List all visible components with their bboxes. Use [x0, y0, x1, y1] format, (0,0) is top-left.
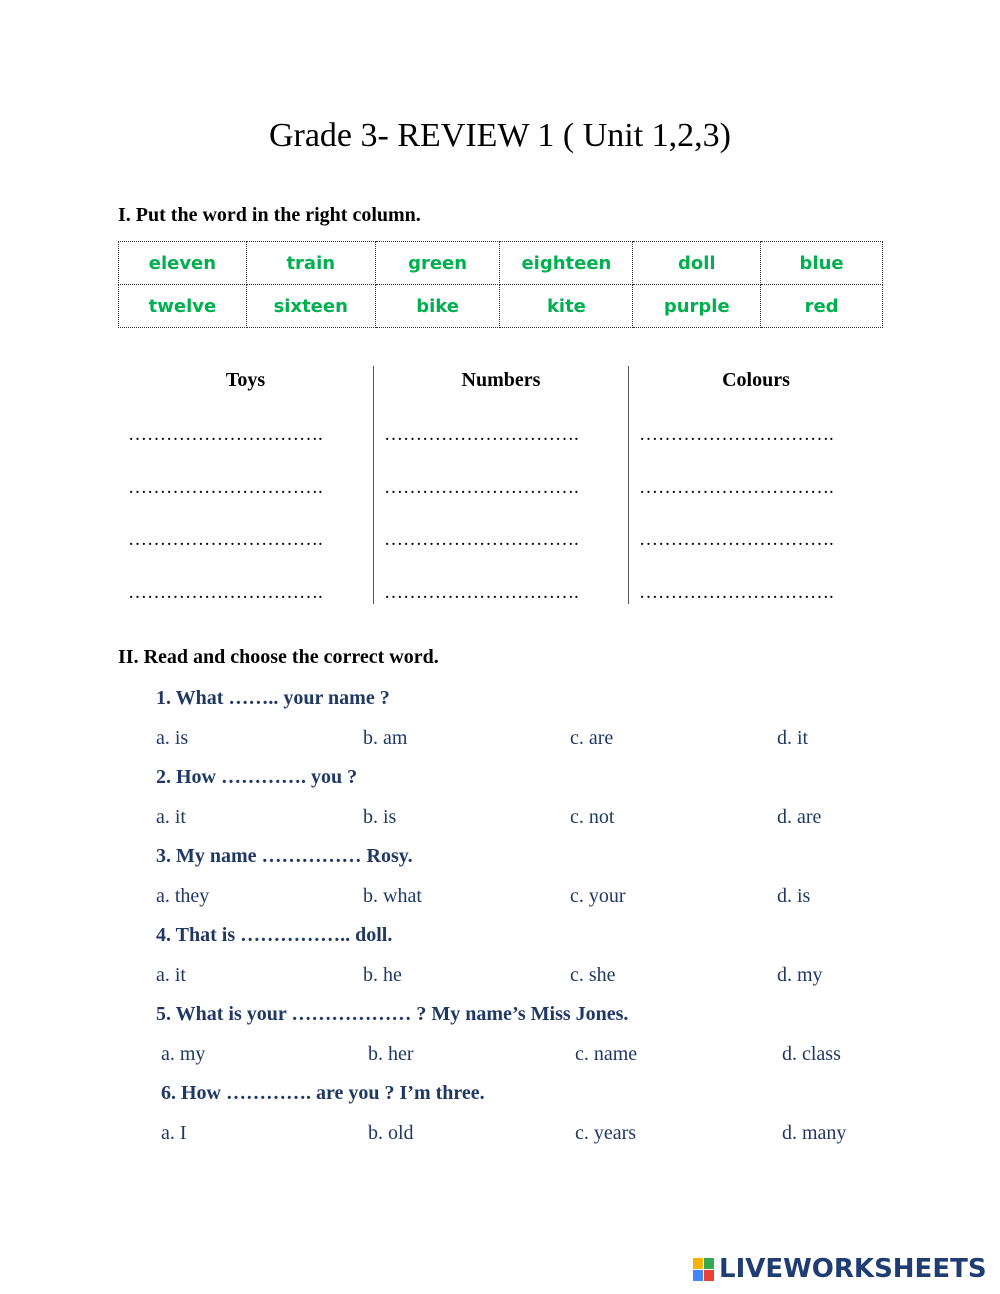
answer-blank[interactable]: …………………………. [384, 582, 579, 603]
question-2: 2. How …………. you ? [156, 766, 358, 788]
column-heading-toys: Toys [225, 369, 266, 391]
answer-blank[interactable]: …………………………. [128, 529, 323, 550]
option-c[interactable]: c. years [575, 1122, 637, 1144]
word-cell[interactable]: twelve [119, 285, 247, 328]
option-b[interactable]: b. is [363, 806, 397, 828]
question-6: 6. How …………. are you ? I’m three. [161, 1082, 485, 1104]
option-c[interactable]: c. she [570, 964, 616, 986]
question-1: 1. What …….. your name ? [156, 687, 390, 709]
word-cell[interactable]: purple [633, 285, 761, 328]
column-colours [628, 366, 883, 604]
question-5: 5. What is your ……………… ? My name’s Miss Jones. [156, 1003, 629, 1025]
word-cell[interactable]: kite [500, 285, 633, 328]
word-bank-table [118, 241, 883, 328]
section-1-heading: I. Put the word in the right column. [118, 204, 421, 226]
answer-blank[interactable]: …………………………. [384, 477, 579, 498]
option-b[interactable]: b. her [368, 1043, 414, 1065]
option-b[interactable]: b. he [363, 964, 402, 986]
section-2-heading: II. Read and choose the correct word. [118, 646, 439, 668]
column-toys [118, 366, 373, 604]
answer-blank[interactable]: …………………………. [639, 582, 834, 603]
option-a[interactable]: a. they [156, 885, 210, 907]
answer-blank[interactable]: …………………………. [639, 424, 834, 445]
option-a[interactable]: a. is [156, 727, 189, 749]
option-a[interactable]: a. it [156, 964, 186, 986]
option-c[interactable]: c. your [570, 885, 626, 907]
word-cell[interactable]: bike [375, 285, 500, 328]
answer-blank[interactable]: …………………………. [128, 424, 323, 445]
word-cell[interactable]: green [375, 242, 500, 285]
option-d[interactable]: d. many [782, 1122, 847, 1144]
answer-blank[interactable]: …………………………. [639, 529, 834, 550]
question-4: 4. That is …………….. doll. [156, 924, 393, 946]
column-heading-colours: Colours [722, 369, 790, 391]
option-a[interactable]: a. I [161, 1122, 187, 1144]
answer-blank[interactable]: …………………………. [639, 477, 834, 498]
word-cell[interactable]: red [761, 285, 883, 328]
word-bank-row [119, 242, 883, 285]
word-cell[interactable]: train [246, 242, 375, 285]
answer-blank[interactable]: …………………………. [384, 529, 579, 550]
option-d[interactable]: d. it [777, 727, 809, 749]
option-a[interactable]: a. it [156, 806, 186, 828]
page-title: Grade 3- REVIEW 1 ( Unit 1,2,3) [268, 117, 732, 154]
word-cell[interactable]: doll [633, 242, 761, 285]
answer-blank[interactable]: …………………………. [128, 477, 323, 498]
liveworksheets-logo-icon [693, 1258, 715, 1282]
option-d[interactable]: d. are [777, 806, 822, 828]
option-c[interactable]: c. are [570, 727, 614, 749]
option-b[interactable]: b. old [368, 1122, 414, 1144]
option-a[interactable]: a. my [161, 1043, 206, 1065]
option-c[interactable]: c. name [575, 1043, 638, 1065]
word-cell[interactable]: eighteen [500, 242, 633, 285]
word-cell[interactable]: blue [761, 242, 883, 285]
sorting-columns [118, 366, 883, 604]
word-cell[interactable]: eleven [119, 242, 247, 285]
word-bank-row [119, 285, 883, 328]
option-b[interactable]: b. am [363, 727, 408, 749]
answer-blank[interactable]: …………………………. [384, 424, 579, 445]
option-b[interactable]: b. what [363, 885, 422, 907]
word-cell[interactable]: sixteen [246, 285, 375, 328]
answer-blank[interactable]: …………………………. [128, 582, 323, 603]
option-d[interactable]: d. my [777, 964, 823, 986]
column-numbers [373, 366, 628, 604]
liveworksheets-logo[interactable]: LIVEWORKSHEETS [719, 1254, 987, 1284]
question-3: 3. My name …………… Rosy. [156, 845, 413, 867]
column-heading-numbers: Numbers [461, 369, 541, 391]
option-c[interactable]: c. not [570, 806, 615, 828]
option-d[interactable]: d. class [782, 1043, 841, 1065]
option-d[interactable]: d. is [777, 885, 811, 907]
